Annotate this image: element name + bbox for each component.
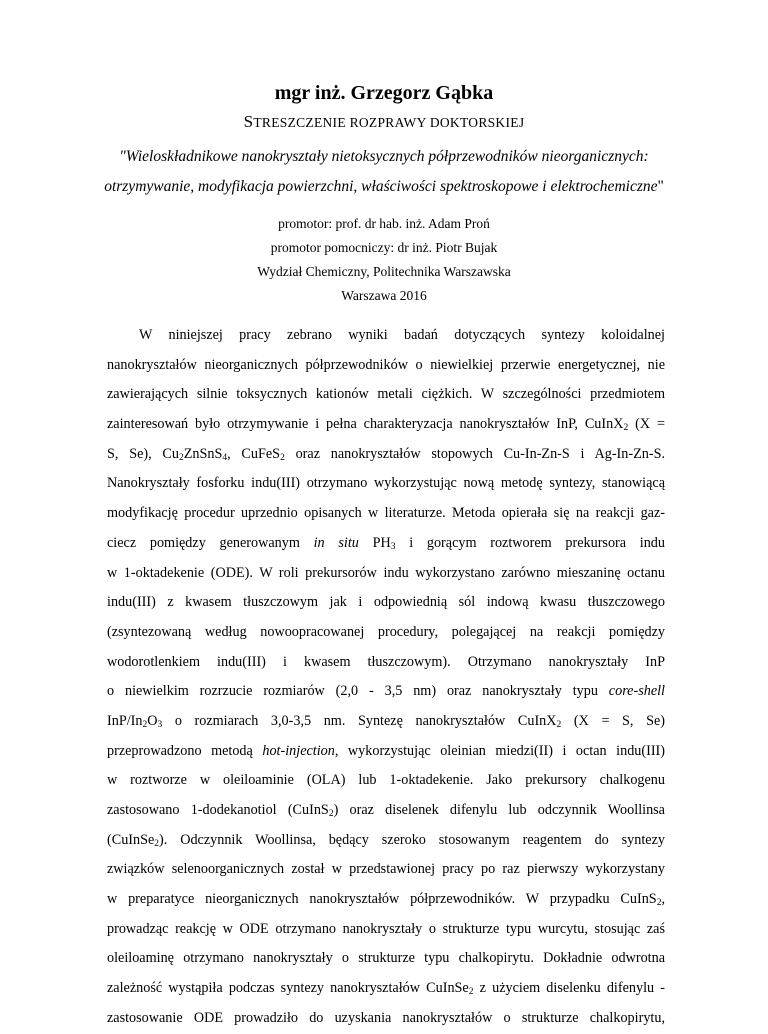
abstract-line: zawierających silnie toksycznych kationów metali ciężkich. W szczególności przedmiotem <box>107 386 665 403</box>
abstract-line: nanokryształów nieorganicznych półprzewodników o niewielkiej przerwie energetycznej, nie <box>107 356 665 373</box>
abstract-line: w roztworze w oleiloaminie (OLA) lub 1-oktadekenie. Jako prekursory chalkogenu <box>107 772 665 789</box>
abstract-line: (zsyntezowaną według nowoopracowanej procedury, polegającej na reakcji pomiędzy <box>107 623 665 640</box>
abstract-line: (CuInSe$_2$). Odczynnik Woollinsa, będący szeroko stosowanym reagentem do syntezy <box>107 831 665 849</box>
thesis-metadata <box>0 212 768 308</box>
city-year: Warszawa 2016 <box>341 288 427 303</box>
abstract-line: W niniejszej pracy zebrano wyniki badań dotyczących syntezy koloidalnej <box>139 327 665 343</box>
abstract-line: oleiloaminę otrzymano nanokryształy o strukturze typu chalkopirytu. Dokładnie odwrotna <box>107 950 665 967</box>
abstract-line: modyfikację procedur uprzednio opisanych w literaturze. Metoda opierała się na reakcji gaz- <box>107 505 665 522</box>
thesis-title <box>60 142 708 202</box>
abstract-line: w preparatyce nieorganicznych nanokryształów półprzewodników. W przypadku CuInS$_2$, <box>107 891 665 909</box>
abstract-line: ciecz pomiędzy generowanym in situ $PH_3$ i gorącym roztworem prekursora indu <box>107 534 665 552</box>
thesis-title-closing-quote: " <box>657 178 664 195</box>
document-type-initial: S <box>243 112 254 131</box>
faculty: Wydział Chemiczny, Politechnika Warszawska <box>257 264 511 279</box>
abstract-line: indu(III) z kwasem tłuszczowym jak i odpowiednią sól indową kwasu tłuszczowego <box>107 594 665 611</box>
document-type <box>0 112 768 132</box>
abstract-body <box>107 321 665 1034</box>
author-name: mgr inż. Grzegorz Gąbka <box>274 82 494 104</box>
promotor: promotor: prof. dr hab. inż. Adam Proń <box>278 216 490 231</box>
abstract-line: Nanokryształy fosforku indu(III) otrzymano wykorzystując nową metodę syntezy, stanowiącą <box>107 475 665 492</box>
abstract-line: wodorotlenkiem indu(III) i kwasem tłuszczowym). Otrzymano nanokryształy InP <box>107 653 665 670</box>
abstract-line: zależność wystąpiła podczas syntezy nanokryształów CuInSe$_2$ z użyciem diselenku difenylu - <box>107 980 666 998</box>
abstract-line: zainteresowań było otrzymywanie i pełna charakteryzacja nanokryształów InP, CuInX$_2$ (X = <box>107 416 665 434</box>
abstract-line: prowadząc reakcję w ODE otrzymano nanokryształy o strukturze typu wurcytu, stosując zaś <box>107 920 665 937</box>
abstract-line: w 1-oktadekenie (ODE). W roli prekursorów indu wykorzystano zarówno mieszaninę octanu <box>107 564 665 581</box>
abstract-line: o niewielkim rozrzucie rozmiarów (2,0 - 3,5 nm) oraz nanokryształy typu core-shell <box>107 683 665 700</box>
abstract-line: InP/$In_2O_3$ o rozmiarach 3,0-3,5 nm. Syntezę nanokryształów CuInX$_2$ (X = S, Se) <box>107 712 665 730</box>
abstract-line: związków selenoorganicznych został w przedstawionej pracy po raz pierwszy wykorzystany <box>107 861 665 878</box>
co-promotor: promotor pomocniczy: dr inż. Piotr Bujak <box>270 240 498 255</box>
abstract-line: przeprowadzono metodą hot-injection, wykorzystując oleinian miedzi(II) i octan indu(III) <box>107 742 665 759</box>
thesis-title-line-1: "Wieloskładnikowe nanokryształy nietoksycznych półprzewodników nieorganicznych: <box>119 148 649 165</box>
document-type-rest: TRESZCZENIE ROZPRAWY DOKTORSKIEJ <box>253 115 525 130</box>
abstract-line: zastosowanie ODE prowadziło do uzyskania nanokryształów o strukturze chalkopirytu, <box>107 1009 665 1026</box>
abstract-line: zastosowano 1-dodekanotiol (CuInS$_2$) oraz diselenek difenylu lub odczynnik Woollinsa <box>107 802 665 819</box>
thesis-title-line-2: otrzymywanie, modyfikacja powierzchni, właściwości spektroskopowe i elektrochemiczne <box>104 178 658 195</box>
abstract-line: S, Se), $Cu_2ZnSnS_4$, CuFeS$_2$ oraz nanokryształów stopowych Cu-In-Zn-S i Ag-In-Zn-S. <box>107 445 666 463</box>
